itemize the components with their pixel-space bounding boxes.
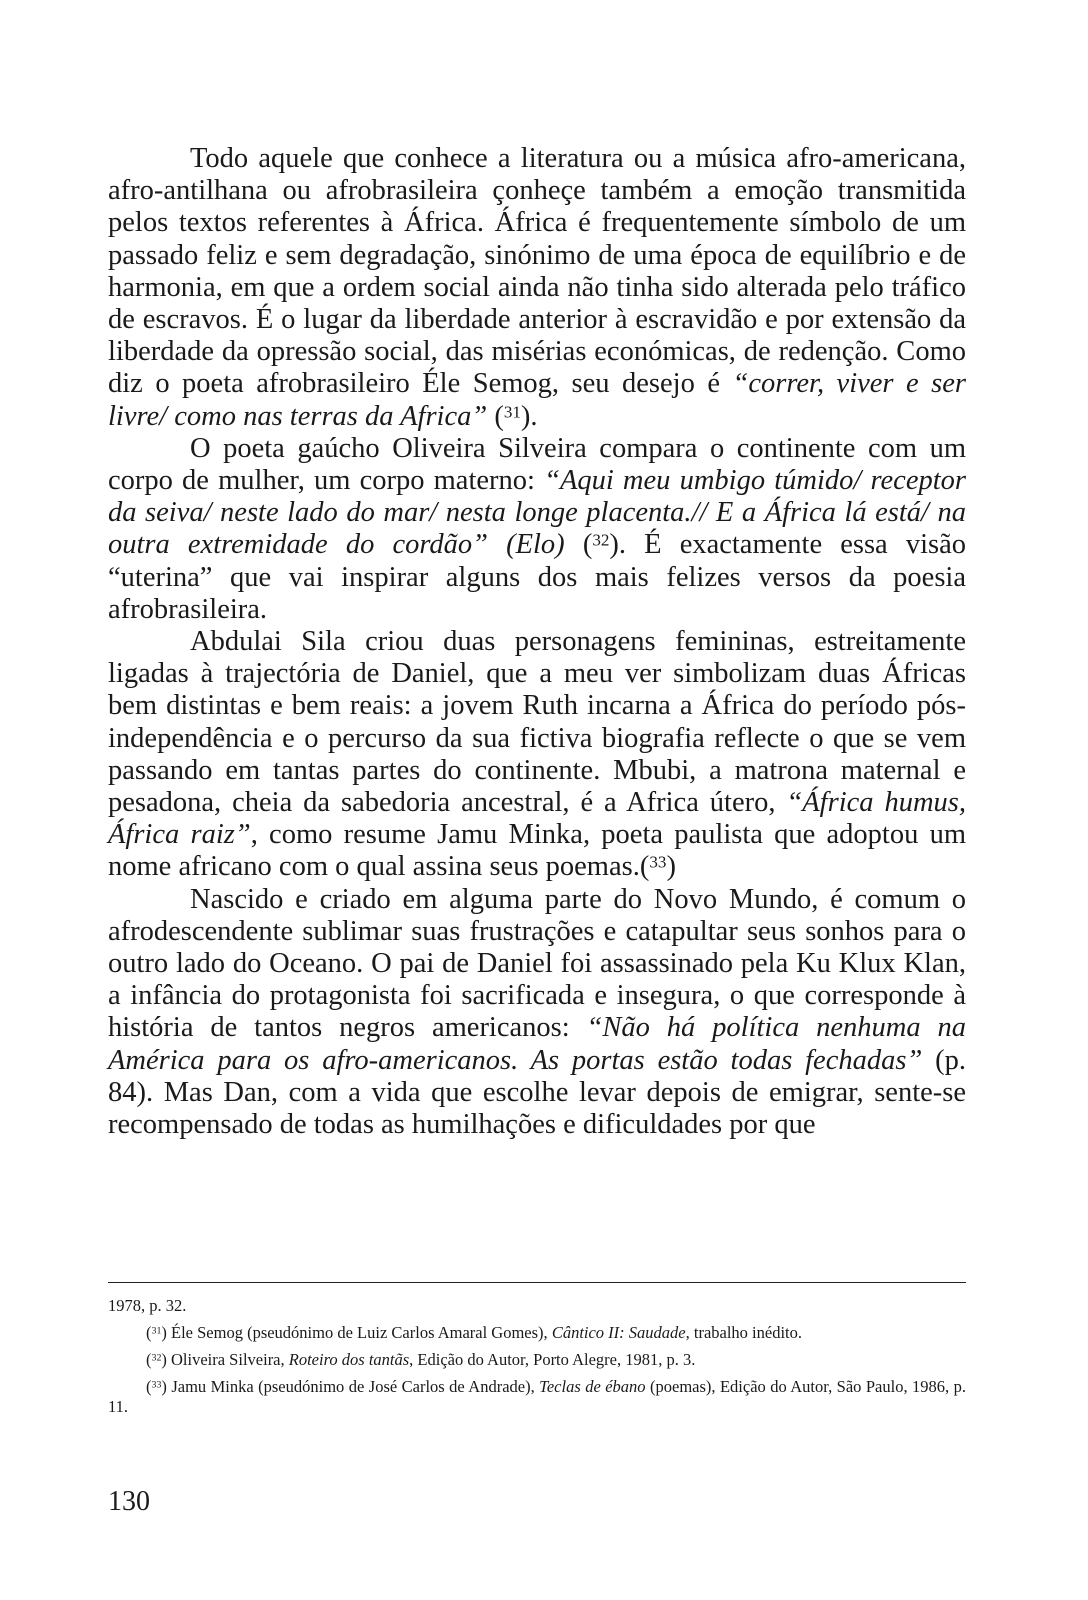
- text-run: (: [564, 529, 593, 561]
- main-text: [108, 143, 966, 1141]
- paragraph: [108, 884, 966, 1142]
- text-run: ): [666, 851, 676, 883]
- work-title: Roteiro dos tantãs: [288, 1350, 410, 1369]
- text-run: (p. 84). Mas Dan, com a vida que escolhe levar depois de emigrar, sente-se recompensado de todas as humilhações e dificuldades por que: [108, 1044, 966, 1141]
- work-title: Cântico II: Saudade: [551, 1323, 686, 1342]
- footnote-text: , Edição do Autor, Porto Alegre, 1981, p. 3.: [409, 1350, 696, 1369]
- footnote-text: Oliveira Silveira,: [166, 1350, 289, 1369]
- quotation: “correr, viver e ser livre/ como nas terras da Africa”: [108, 368, 966, 432]
- footnote: ($^{32}$) Oliveira Silveira, Roteiro dos tantãs, Edição do Autor, Porto Alegre, 1981, p. 3.: [146, 1350, 696, 1369]
- work-title: Teclas de ébano: [539, 1377, 646, 1396]
- footnotes: [108, 1296, 966, 1424]
- footnote-number: 33: [151, 1379, 162, 1391]
- footnote-text: (poemas), Edição do Autor, São Paulo, 1986, p. 11.: [108, 1377, 966, 1416]
- text-run: (: [487, 400, 504, 432]
- quotation: “Aqui meu umbigo túmido/ receptor da seiva/ neste lado do mar/ nesta longe placenta.// E a África lá está/ na outra extremidade do cordão” (Elo): [108, 465, 966, 561]
- quotation: “África humus, África raiz”: [108, 787, 966, 851]
- paragraph: [108, 143, 966, 433]
- footnote-divider: [108, 1282, 966, 1283]
- text-run: Todo aquele que conhece a literatura ou a música afro-americana, afro-antilhana ou afrobrasileira çonheçe também a emoção transmitida pelos textos referentes à África. África é frequentemente símbolo de um passado feliz e sem degradação, sinónimo de uma época de equilíbrio e de harmonia, em que a ordem social ainda não tinha sido alterada pelo tráfico de escravos. É o lugar da liberdade anterior à escravidão e por extensão da liberdade da opressão social, das misérias económicas, de redenção. Como diz o poeta afrobrasileiro Éle Semog, seu desejo é: [108, 143, 966, 400]
- text-run: ). É exactamente essa visão “uterina” que vai inspirar alguns dos mais felizes versos da poesia afrobrasileira.: [108, 529, 966, 625]
- footnote-text: Jamu Minka (pseudónimo de José Carlos de Andrade),: [166, 1377, 540, 1396]
- footnote-continuation: 1978, p. 32.: [108, 1296, 187, 1315]
- paragraph: [108, 433, 966, 626]
- text-run: ).: [520, 400, 538, 432]
- quotation: “Não há política nenhuma na América para os afro-americanos. As portas estão todas fechadas”: [108, 1012, 966, 1076]
- text-run: Nascido e criado em alguma parte do Novo Mundo, é comum o afrodescendente sublimar suas frustrações e catapultar seus sonhos para o outro lado do Oceano. O pai de Daniel foi assassinado pela Ku Klux Klan, a infância do protagonista foi sacrificada e insegura, o que corresponde à história de tantos negros americanos:: [108, 883, 966, 1044]
- footnote: ($^{33}$) Jamu Minka (pseudónimo de José Carlos de Andrade), Teclas de ébano (poemas), Edição do Autor, São Paulo, 1986, p. 11.: [108, 1377, 966, 1416]
- page-number: 130: [108, 1486, 150, 1517]
- footnote-number: 31: [151, 1325, 162, 1337]
- footnote-text: , trabalho inédito.: [685, 1323, 803, 1342]
- footnote: ($^{31}$) Éle Semog (pseudónimo de Luiz Carlos Amaral Gomes), Cântico II: Saudade, trabalho inédito.: [146, 1323, 803, 1342]
- paragraph: [108, 626, 966, 884]
- text-run: , como resume Jamu Minka, poeta paulista que adoptou um nome africano com o qual assina seus poemas.(: [108, 819, 967, 883]
- text-run: O poeta gaúcho Oliveira Silveira compara o continente com um corpo de mulher, um corpo materno:: [108, 432, 966, 497]
- footnote-reference: 33: [649, 852, 667, 872]
- footnote-reference: 32: [592, 530, 610, 550]
- text-run: Abdulai Sila criou duas personagens femininas, estreitamente ligadas à trajectória de Daniel, que a meu ver simbolizam duas Áfricas bem distintas e bem reais: a jovem Ruth incarna a África do período pós-independência e o percurso da sua fictiva biografia reflecte o que se vem passando em tantas partes do continente. Mbubi, a matrona maternal e pesadona, cheia da sabedoria ancestral, é a Africa útero,: [108, 626, 966, 819]
- footnote-text: Éle Semog (pseudónimo de Luiz Carlos Amaral Gomes),: [166, 1323, 552, 1342]
- footnote-reference: 31: [503, 401, 521, 421]
- footnote-number: 32: [151, 1352, 162, 1364]
